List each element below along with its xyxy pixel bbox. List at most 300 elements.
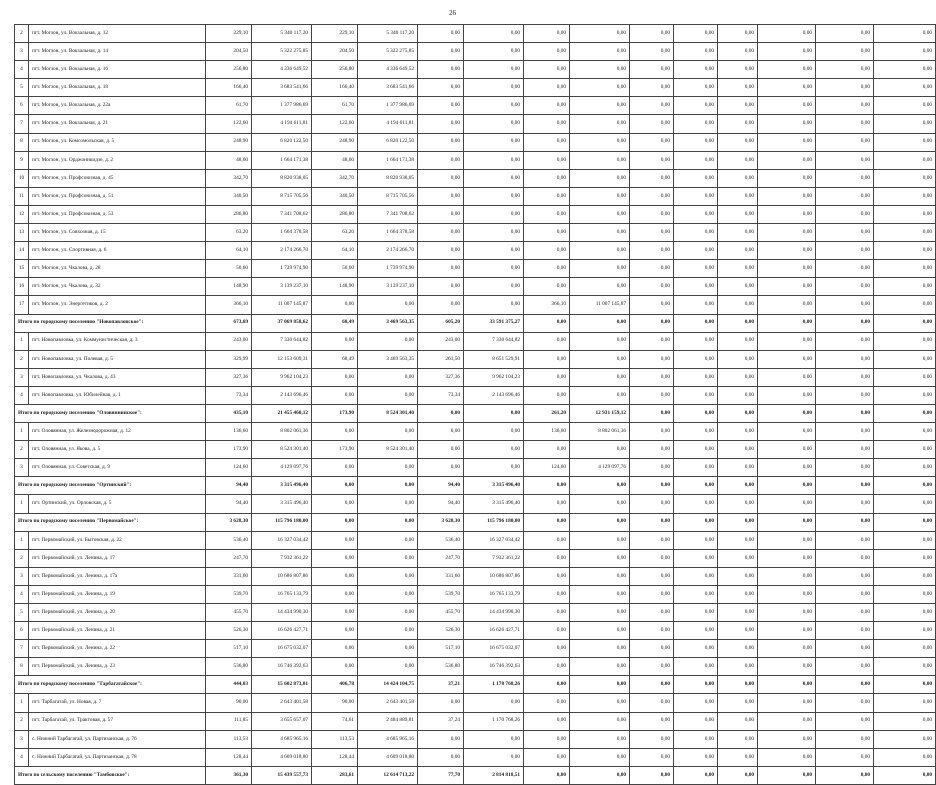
value-cell: 0,00: [418, 61, 464, 79]
value-cell: 0,00: [464, 169, 524, 187]
value-cell: 0,00: [874, 332, 936, 350]
value-cell: 0,00: [718, 531, 758, 549]
table-row: [15, 730, 936, 748]
value-cell: 539,70: [206, 585, 252, 603]
value-cell: 0,00: [874, 350, 936, 368]
table-row: [15, 205, 936, 223]
value-cell: 0,00: [358, 604, 418, 622]
row-number-cell: 14: [15, 242, 29, 260]
row-number-cell: 10: [15, 169, 29, 187]
table-row: [15, 278, 936, 296]
row-number-cell: 2: [15, 549, 29, 567]
value-cell: 6 820 122,50: [252, 133, 312, 151]
value-cell: 11 007 145,87: [252, 296, 312, 314]
value-cell: 0,00: [524, 350, 570, 368]
value-cell: 0,00: [570, 133, 630, 151]
value-cell: 256,80: [312, 61, 358, 79]
value-cell: 74,61: [312, 712, 358, 730]
value-cell: 0,00: [718, 748, 758, 766]
value-cell: 0,00: [874, 694, 936, 712]
value-cell: 0,00: [312, 423, 358, 441]
value-cell: 0,00: [718, 459, 758, 477]
value-cell: 0,00: [312, 604, 358, 622]
value-cell: 0,00: [464, 97, 524, 115]
row-number-cell: 1: [15, 332, 29, 350]
value-cell: 7 330 644,82: [464, 332, 524, 350]
value-cell: 0,00: [358, 386, 418, 404]
value-cell: 0,00: [674, 224, 718, 242]
value-cell: 0,00: [674, 350, 718, 368]
table-row: [15, 640, 936, 658]
value-cell: 0,00: [570, 495, 630, 513]
subtotal-value-cell: 0,00: [312, 477, 358, 495]
subtotal-value-cell: 0,00: [358, 513, 418, 531]
value-cell: 0,00: [418, 205, 464, 223]
value-cell: 0,00: [758, 97, 816, 115]
subtotal-value-cell: 673,69: [206, 314, 252, 332]
value-cell: 3 315 496,40: [252, 495, 312, 513]
subtotal-value-cell: 115 796 180,00: [464, 513, 524, 531]
value-cell: 0,00: [816, 242, 874, 260]
subtotal-value-cell: 0,00: [674, 513, 718, 531]
subtotal-value-cell: 1 178 768,26: [464, 676, 524, 694]
value-cell: 0,00: [630, 622, 674, 640]
value-cell: 0,00: [874, 187, 936, 205]
value-cell: 0,00: [570, 604, 630, 622]
row-number-cell: 7: [15, 640, 29, 658]
value-cell: 113,53: [312, 730, 358, 748]
value-cell: 0,00: [874, 585, 936, 603]
value-cell: 0,00: [816, 187, 874, 205]
value-cell: 0,00: [630, 61, 674, 79]
subtotal-value-cell: 0,00: [874, 477, 936, 495]
value-cell: 0,00: [758, 549, 816, 567]
address-cell: пгт. Могзон, ул. Вокзальная, д. 21: [29, 115, 206, 133]
value-cell: 0,00: [630, 151, 674, 169]
value-cell: 64,10: [206, 242, 252, 260]
value-cell: 247,70: [206, 549, 252, 567]
value-cell: 0,00: [418, 441, 464, 459]
value-cell: 0,00: [874, 296, 936, 314]
value-cell: 8 715 705,56: [252, 187, 312, 205]
value-cell: 0,00: [630, 423, 674, 441]
value-cell: 0,00: [874, 79, 936, 97]
value-cell: 0,00: [464, 133, 524, 151]
value-cell: 0,00: [524, 79, 570, 97]
row-number-cell: 1: [15, 495, 29, 513]
value-cell: 0,00: [524, 712, 570, 730]
value-cell: 0,00: [816, 79, 874, 97]
value-cell: 0,00: [816, 712, 874, 730]
value-cell: 16 765 133,79: [252, 585, 312, 603]
value-cell: 122,60: [206, 115, 252, 133]
value-cell: 0,00: [630, 260, 674, 278]
value-cell: 8 524 301,40: [252, 441, 312, 459]
value-cell: 0,00: [816, 350, 874, 368]
value-cell: 0,00: [464, 61, 524, 79]
address-cell: пгт. Новопавловка, ул. Коммунистическая, д. 3: [29, 332, 206, 350]
page-number: 26: [449, 9, 456, 17]
value-cell: 0,00: [630, 567, 674, 585]
row-number-cell: 4: [15, 585, 29, 603]
table-row: [15, 115, 936, 133]
value-cell: 0,00: [570, 368, 630, 386]
value-cell: 0,00: [674, 730, 718, 748]
subtotal-row: [15, 314, 936, 332]
value-cell: 0,00: [718, 61, 758, 79]
value-cell: 0,00: [312, 585, 358, 603]
value-cell: 0,00: [758, 748, 816, 766]
value-cell: 0,00: [418, 43, 464, 61]
address-cell: пгт. Могзон, ул. Вокзальная, д. 18: [29, 79, 206, 97]
value-cell: 0,00: [630, 712, 674, 730]
value-cell: 0,00: [570, 531, 630, 549]
value-cell: 0,00: [758, 169, 816, 187]
table-row: [15, 242, 936, 260]
value-cell: 0,00: [758, 495, 816, 513]
value-cell: 12 153 609,31: [252, 350, 312, 368]
table-row: [15, 169, 936, 187]
table-row: [15, 622, 936, 640]
value-cell: 327,36: [418, 368, 464, 386]
value-cell: 0,00: [418, 260, 464, 278]
value-cell: 0,00: [524, 169, 570, 187]
value-cell: 16 327 034,42: [252, 531, 312, 549]
value-cell: 0,00: [674, 386, 718, 404]
value-cell: 0,00: [570, 242, 630, 260]
value-cell: 0,00: [358, 495, 418, 513]
value-cell: 0,00: [524, 585, 570, 603]
table-row: [15, 694, 936, 712]
value-cell: 0,00: [758, 332, 816, 350]
subtotal-row: [15, 766, 936, 784]
value-cell: 0,00: [418, 97, 464, 115]
value-cell: 0,00: [312, 495, 358, 513]
value-cell: 0,00: [524, 97, 570, 115]
subtotal-value-cell: 15 602 873,01: [252, 676, 312, 694]
value-cell: 329,99: [206, 350, 252, 368]
value-cell: 0,00: [758, 151, 816, 169]
value-cell: 0,00: [524, 187, 570, 205]
value-cell: 3 683 541,66: [358, 79, 418, 97]
value-cell: 61,70: [312, 97, 358, 115]
subtotal-value-cell: 0,00: [816, 676, 874, 694]
value-cell: 0,00: [418, 115, 464, 133]
value-cell: 0,00: [630, 115, 674, 133]
row-number-cell: 13: [15, 224, 29, 242]
value-cell: 0,00: [718, 43, 758, 61]
value-cell: 0,00: [358, 423, 418, 441]
value-cell: 0,00: [874, 549, 936, 567]
value-cell: 0,00: [524, 115, 570, 133]
value-cell: 517,10: [206, 640, 252, 658]
value-cell: 0,00: [524, 368, 570, 386]
subtotal-value-cell: 0,00: [524, 314, 570, 332]
value-cell: 455,70: [418, 604, 464, 622]
value-cell: 0,00: [570, 585, 630, 603]
subtotal-value-cell: 0,00: [816, 404, 874, 422]
value-cell: 0,00: [312, 459, 358, 477]
value-cell: 0,00: [758, 423, 816, 441]
value-cell: 0,00: [816, 386, 874, 404]
value-cell: 0,00: [718, 658, 758, 676]
address-cell: пгт. Первомайский, ул. Ленина, д. 22: [29, 640, 206, 658]
value-cell: 0,00: [718, 495, 758, 513]
subtotal-value-cell: 0,00: [630, 676, 674, 694]
value-cell: 0,00: [630, 205, 674, 223]
subtotal-value-cell: 0,00: [570, 513, 630, 531]
value-cell: 0,00: [312, 368, 358, 386]
row-number-cell: 5: [15, 604, 29, 622]
subtotal-value-cell: 14 424 104,75: [358, 676, 418, 694]
value-cell: 0,00: [524, 260, 570, 278]
table-row: [15, 133, 936, 151]
subtotal-value-cell: 3 469 563,35: [358, 314, 418, 332]
value-cell: 68,49: [312, 350, 358, 368]
subtotal-value-cell: 0,00: [758, 676, 816, 694]
value-cell: 50,60: [312, 260, 358, 278]
value-cell: 0,00: [630, 604, 674, 622]
value-cell: 0,00: [874, 205, 936, 223]
value-cell: 0,00: [570, 205, 630, 223]
value-cell: 0,00: [816, 567, 874, 585]
value-cell: 0,00: [816, 622, 874, 640]
table-row: [15, 549, 936, 567]
value-cell: 0,00: [758, 531, 816, 549]
value-cell: 0,00: [418, 151, 464, 169]
value-cell: 0,00: [464, 242, 524, 260]
subtotal-value-cell: 406,78: [312, 676, 358, 694]
subtotal-value-cell: 0,00: [570, 766, 630, 784]
subtotal-value-cell: 0,00: [312, 513, 358, 531]
value-cell: 16 746 392,63: [464, 658, 524, 676]
subtotal-value-cell: 0,00: [874, 314, 936, 332]
value-cell: 0,00: [674, 278, 718, 296]
value-cell: 0,00: [524, 278, 570, 296]
value-cell: 0,00: [524, 25, 570, 43]
value-cell: 0,00: [312, 640, 358, 658]
value-cell: 0,00: [570, 332, 630, 350]
value-cell: 0,00: [718, 169, 758, 187]
value-cell: 0,00: [758, 386, 816, 404]
value-cell: 4 336 649,52: [252, 61, 312, 79]
value-cell: 166,40: [312, 79, 358, 97]
value-cell: 0,00: [758, 61, 816, 79]
value-cell: 0,00: [464, 224, 524, 242]
table-row: [15, 441, 936, 459]
value-cell: 5 322 275,85: [252, 43, 312, 61]
value-cell: 0,00: [874, 25, 936, 43]
value-cell: 366,10: [524, 296, 570, 314]
value-cell: 0,00: [758, 133, 816, 151]
value-cell: 0,00: [418, 224, 464, 242]
value-cell: 0,00: [674, 133, 718, 151]
address-cell: пгт. Могзон, ул. Орджоникидзе, д. 2: [29, 151, 206, 169]
table-row: [15, 350, 936, 368]
value-cell: 0,00: [758, 730, 816, 748]
value-cell: 3 139 237,10: [358, 278, 418, 296]
value-cell: 0,00: [816, 43, 874, 61]
value-cell: 0,00: [816, 61, 874, 79]
value-cell: 0,00: [816, 495, 874, 513]
value-cell: 0,00: [464, 115, 524, 133]
value-cell: 0,00: [874, 133, 936, 151]
value-cell: 0,00: [816, 25, 874, 43]
value-cell: 0,00: [758, 25, 816, 43]
value-cell: 0,00: [524, 133, 570, 151]
subtotal-value-cell: 0,00: [718, 404, 758, 422]
value-cell: 5 340 117,20: [252, 25, 312, 43]
address-cell: пгт. Оловянная, ул. Якова, д. 5: [29, 441, 206, 459]
value-cell: 111,85: [206, 712, 252, 730]
value-cell: 0,00: [874, 423, 936, 441]
value-cell: 7 932 361,22: [252, 549, 312, 567]
value-cell: 8 524 301,40: [358, 441, 418, 459]
row-number-cell: 3: [15, 459, 29, 477]
value-cell: 536,40: [206, 531, 252, 549]
value-cell: 0,00: [630, 224, 674, 242]
subtotal-row: [15, 676, 936, 694]
value-cell: 0,00: [358, 332, 418, 350]
value-cell: 0,00: [718, 187, 758, 205]
value-cell: 2 174 266,70: [252, 242, 312, 260]
value-cell: 0,00: [570, 43, 630, 61]
address-cell: пгт. Ортинский, ул. Орловская, д. 5: [29, 495, 206, 513]
subtotal-value-cell: 0,00: [630, 477, 674, 495]
value-cell: 4 609 018,80: [252, 748, 312, 766]
value-cell: 0,00: [874, 97, 936, 115]
value-cell: 0,00: [418, 296, 464, 314]
row-number-cell: 2: [15, 712, 29, 730]
value-cell: 0,00: [674, 97, 718, 115]
value-cell: 0,00: [674, 25, 718, 43]
value-cell: 0,00: [418, 730, 464, 748]
value-cell: 0,00: [630, 25, 674, 43]
value-cell: 0,00: [524, 549, 570, 567]
value-cell: 0,00: [816, 730, 874, 748]
table-row: [15, 459, 936, 477]
value-cell: 0,00: [524, 151, 570, 169]
value-cell: 0,00: [674, 549, 718, 567]
value-cell: 0,00: [758, 205, 816, 223]
subtotal-label: Итого по сельскому поселению "Тамбовское":: [15, 766, 206, 784]
table-row: [15, 604, 936, 622]
value-cell: 0,00: [874, 441, 936, 459]
subtotal-value-cell: 361,30: [206, 766, 252, 784]
value-cell: 342,70: [312, 169, 358, 187]
value-cell: 0,00: [674, 205, 718, 223]
value-cell: 1 664 171,38: [252, 151, 312, 169]
value-cell: 61,70: [206, 97, 252, 115]
value-cell: 136,60: [524, 423, 570, 441]
value-cell: 5 340 117,20: [358, 25, 418, 43]
value-cell: 0,00: [718, 441, 758, 459]
value-cell: 0,00: [874, 531, 936, 549]
value-cell: 0,00: [816, 640, 874, 658]
value-cell: 229,10: [206, 25, 252, 43]
value-cell: 0,00: [630, 368, 674, 386]
table-row: [15, 495, 936, 513]
value-cell: 10 686 807,86: [464, 567, 524, 585]
subtotal-label: Итого по городскому поселению "Тарбагатайское":: [15, 676, 206, 694]
subtotal-label: Итого по городскому поселению "Новопавловское":: [15, 314, 206, 332]
value-cell: 0,00: [758, 622, 816, 640]
row-number-cell: 6: [15, 622, 29, 640]
subtotal-value-cell: 2 814 818,51: [464, 766, 524, 784]
subtotal-value-cell: 33 591 375,27: [464, 314, 524, 332]
value-cell: 136,60: [206, 423, 252, 441]
value-cell: 1 739 974,90: [358, 260, 418, 278]
value-cell: 0,00: [674, 531, 718, 549]
value-cell: 0,00: [674, 567, 718, 585]
value-cell: 331,60: [206, 567, 252, 585]
value-cell: 1 664 378,58: [358, 224, 418, 242]
value-cell: 0,00: [674, 296, 718, 314]
row-number-cell: 12: [15, 205, 29, 223]
value-cell: 247,70: [418, 549, 464, 567]
subtotal-value-cell: 0,00: [630, 404, 674, 422]
subtotal-value-cell: 12 931 159,12: [570, 404, 630, 422]
value-cell: 0,00: [718, 549, 758, 567]
address-cell: пгт. Могзон, ул. Спортивная, д. 6: [29, 242, 206, 260]
value-cell: 0,00: [312, 658, 358, 676]
subtotal-value-cell: 8 524 301,40: [358, 404, 418, 422]
value-cell: 0,00: [570, 97, 630, 115]
value-cell: 0,00: [570, 169, 630, 187]
subtotal-value-cell: 0,00: [758, 477, 816, 495]
subtotal-value-cell: 21 455 460,12: [252, 404, 312, 422]
subtotal-value-cell: 0,00: [874, 766, 936, 784]
value-cell: 0,00: [674, 151, 718, 169]
row-number-cell: 3: [15, 567, 29, 585]
value-cell: 0,00: [418, 25, 464, 43]
value-cell: 0,00: [816, 748, 874, 766]
value-cell: 0,00: [874, 368, 936, 386]
subtotal-value-cell: 0,00: [524, 477, 570, 495]
value-cell: 0,00: [718, 423, 758, 441]
value-cell: 0,00: [718, 622, 758, 640]
value-cell: 0,00: [674, 61, 718, 79]
value-cell: 526,30: [418, 622, 464, 640]
value-cell: 0,00: [674, 748, 718, 766]
value-cell: 0,00: [758, 79, 816, 97]
value-cell: 3 655 657,07: [252, 712, 312, 730]
value-cell: 0,00: [630, 694, 674, 712]
value-cell: 0,00: [674, 242, 718, 260]
value-cell: 128,44: [206, 748, 252, 766]
table-row: [15, 423, 936, 441]
value-cell: 0,00: [570, 260, 630, 278]
address-cell: с. Нижний Тарбагатай, ул. Партизанская, д. 78: [29, 748, 206, 766]
address-cell: пгт. Могзон, ул. Вокзальная, д. 12: [29, 25, 206, 43]
subtotal-value-cell: 0,00: [674, 766, 718, 784]
value-cell: 4 685 965,16: [358, 730, 418, 748]
value-cell: 0,00: [312, 531, 358, 549]
row-number-cell: 8: [15, 658, 29, 676]
value-cell: 342,70: [206, 169, 252, 187]
value-cell: 0,00: [674, 169, 718, 187]
address-cell: пгт. Новопавловка, ул. Юбилейная, д. 1: [29, 386, 206, 404]
value-cell: 0,00: [816, 115, 874, 133]
subtotal-value-cell: 0,00: [524, 676, 570, 694]
table-row: [15, 567, 936, 585]
value-cell: 0,00: [816, 423, 874, 441]
value-cell: 0,00: [630, 730, 674, 748]
value-cell: 1 170 768,26: [464, 712, 524, 730]
value-cell: 0,00: [524, 43, 570, 61]
value-cell: 0,00: [758, 368, 816, 386]
subtotal-value-cell: 94,40: [418, 477, 464, 495]
